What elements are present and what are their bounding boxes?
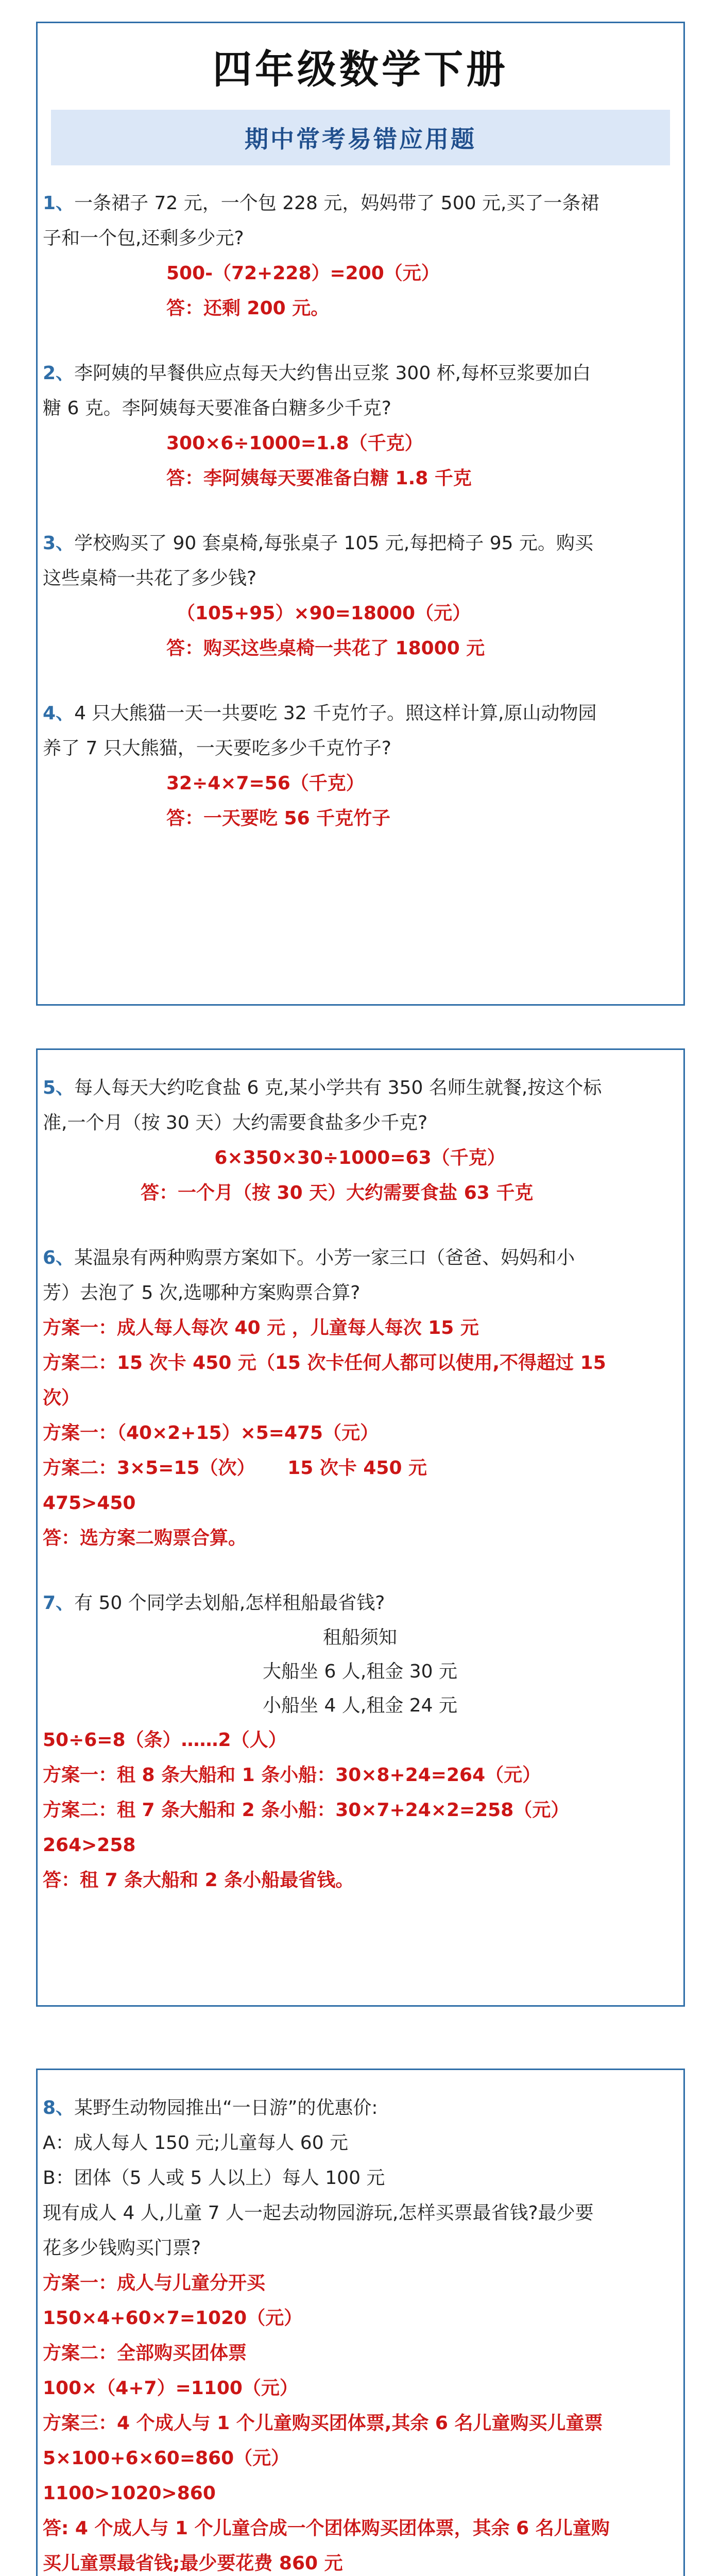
problem-4 [38, 696, 683, 836]
question-line: 学校购买了 90 套桌椅,每张桌子 105 元,每把椅子 95 元。购买 [74, 533, 593, 554]
answer-line: 答：一个月（按 30 天）大约需要食盐 63 千克 [141, 1182, 534, 1204]
question-line: B：团体（5 人或 5 人以上）每人 100 元 [43, 2167, 385, 2189]
notice-line: 小船坐 4 人,租金 24 元 [263, 1695, 457, 1716]
page-title: 四年级数学下册 [213, 46, 508, 92]
question-line: 有 50 个同学去划船,怎样租船最省钱? [74, 1592, 385, 1614]
answer-line: 答: 4 个成人与 1 个儿童合成一个团体购买团体票，其余 6 名儿童购 [43, 2518, 610, 2539]
question-line: 花多少钱购买门票? [43, 2238, 201, 2259]
answer-line: 150×4+60×7=1020（元） [43, 2308, 303, 2329]
problem-8 [38, 2091, 683, 2576]
question-line: 一条裙子 72 元，一个包 228 元，妈妈带了 500 元,买了一条裙 [74, 193, 599, 214]
problem-number: 2、 [43, 363, 75, 384]
answer-line: 答：租 7 条大船和 2 条小船最省钱。 [43, 1870, 354, 1891]
card-page-1 [36, 22, 685, 1006]
answer-line: 方案二：全部购买团体票 [43, 2343, 247, 2364]
answer-line: 方案一：成人与儿童分开买 [43, 2273, 266, 2294]
answer-line: 方案二：15 次卡 450 元（15 次卡任何人都可以使用,不得超过 15 [43, 1352, 606, 1374]
question-line: 某野生动物园推出“一日游”的优惠价: [74, 2097, 378, 2119]
answer-line: 50÷6=8（条）……2（人） [43, 1730, 287, 1751]
answer-line: 次） [43, 1387, 80, 1409]
answer-line: （105+95）×90=18000（元） [177, 603, 471, 624]
problem-3 [38, 526, 683, 666]
card-page-2 [36, 1048, 685, 2007]
problem-7 [38, 1586, 683, 1898]
answer-line: 475>450 [43, 1493, 136, 1514]
problem-5 [38, 1071, 683, 1211]
question-line: 某温泉有两种购票方案如下。小芳一家三口（爸爸、妈妈和小 [74, 1247, 575, 1268]
answer-line: 答：购买这些桌椅一共花了 18000 元 [166, 638, 485, 659]
answer-line: 32÷4×7=56（千克） [166, 773, 365, 794]
answer-line: 答：李阿姨每天要准备白糖 1.8 千克 [166, 468, 472, 489]
problem-number: 1、 [43, 193, 75, 214]
question-line: 每人每天大约吃食盐 6 克,某小学共有 350 名师生就餐,按这个标 [74, 1077, 602, 1098]
answer-line: 方案二：3×5=15（次） 15 次卡 450 元 [43, 1458, 427, 1479]
question-line: 李阿姨的早餐供应点每天大约售出豆浆 300 杯,每杯豆浆要加白 [74, 363, 591, 384]
answer-line: 答：一天要吃 56 千克竹子 [166, 808, 391, 829]
answer-line: 方案一：成人每人每次 40 元 ，儿童每人每次 15 元 [43, 1317, 479, 1338]
subtitle: 期中常考易错应用题 [245, 125, 476, 153]
question-line: 子和一个包,还剩多少元? [43, 228, 244, 249]
answer-line: 买儿童票最省钱;最少要花费 860 元 [43, 2553, 343, 2574]
answer-line: 方案一：（40×2+15）×5=475（元） [43, 1422, 379, 1444]
question-line: A：成人每人 150 元;儿童每人 60 元 [43, 2132, 349, 2154]
answer-line: 100×（4+7）=1100（元） [43, 2378, 298, 2399]
question-line: 现有成人 4 人,儿童 7 人一起去动物园游玩,怎样买票最省钱?最少要 [43, 2202, 594, 2224]
notice-line: 大船坐 6 人,租金 30 元 [263, 1661, 457, 1682]
question-line: 养了 7 只大熊猫，一天要吃多少千克竹子? [43, 738, 391, 759]
notice-heading: 租船须知 [322, 1627, 397, 1648]
problem-number: 8、 [43, 2097, 75, 2119]
answer-line: 方案三：4 个成人与 1 个儿童购买团体票,其余 6 名儿童购买儿童票 [43, 2413, 603, 2434]
problem-2 [38, 356, 683, 496]
subtitle-banner [51, 110, 670, 165]
question-line: 4 只大熊猫一天一共要吃 32 千克竹子。照这样计算,原山动物园 [74, 703, 597, 724]
problem-number: 7、 [43, 1592, 75, 1614]
problem-6 [38, 1241, 683, 1556]
question-line: 芳）去泡了 5 次,选哪种方案购票合算? [43, 1282, 360, 1303]
answer-line: 答：还剩 200 元。 [166, 298, 330, 319]
answer-line: 300×6÷1000=1.8（千克） [166, 433, 423, 454]
answer-line: 答：选方案二购票合算。 [43, 1528, 247, 1549]
card-page-3 [36, 2069, 685, 2576]
question-line: 糖 6 克。李阿姨每天要准备白糖多少千克? [43, 398, 391, 419]
answer-line: 6×350×30÷1000=63（千克） [214, 1147, 506, 1168]
problem-1 [38, 186, 683, 326]
answer-line: 500-（72+228）=200（元） [166, 263, 440, 284]
problem-number: 3、 [43, 533, 75, 554]
problem-number: 6、 [43, 1247, 75, 1268]
problem-number: 4、 [43, 703, 75, 724]
question-line: 准,一个月（按 30 天）大约需要食盐多少千克? [43, 1112, 428, 1133]
answer-line: 方案二：租 7 条大船和 2 条小船：30×7+24×2=258（元） [43, 1800, 570, 1821]
question-line: 这些桌椅一共花了多少钱? [43, 568, 257, 589]
answer-line: 5×100+6×60=860（元） [43, 2448, 290, 2469]
answer-line: 264>258 [43, 1835, 136, 1856]
answer-line: 方案一：租 8 条大船和 1 条小船：30×8+24=264（元） [43, 1765, 541, 1786]
answer-line: 1100>1020>860 [43, 2483, 216, 2504]
problem-number: 5、 [43, 1077, 75, 1098]
